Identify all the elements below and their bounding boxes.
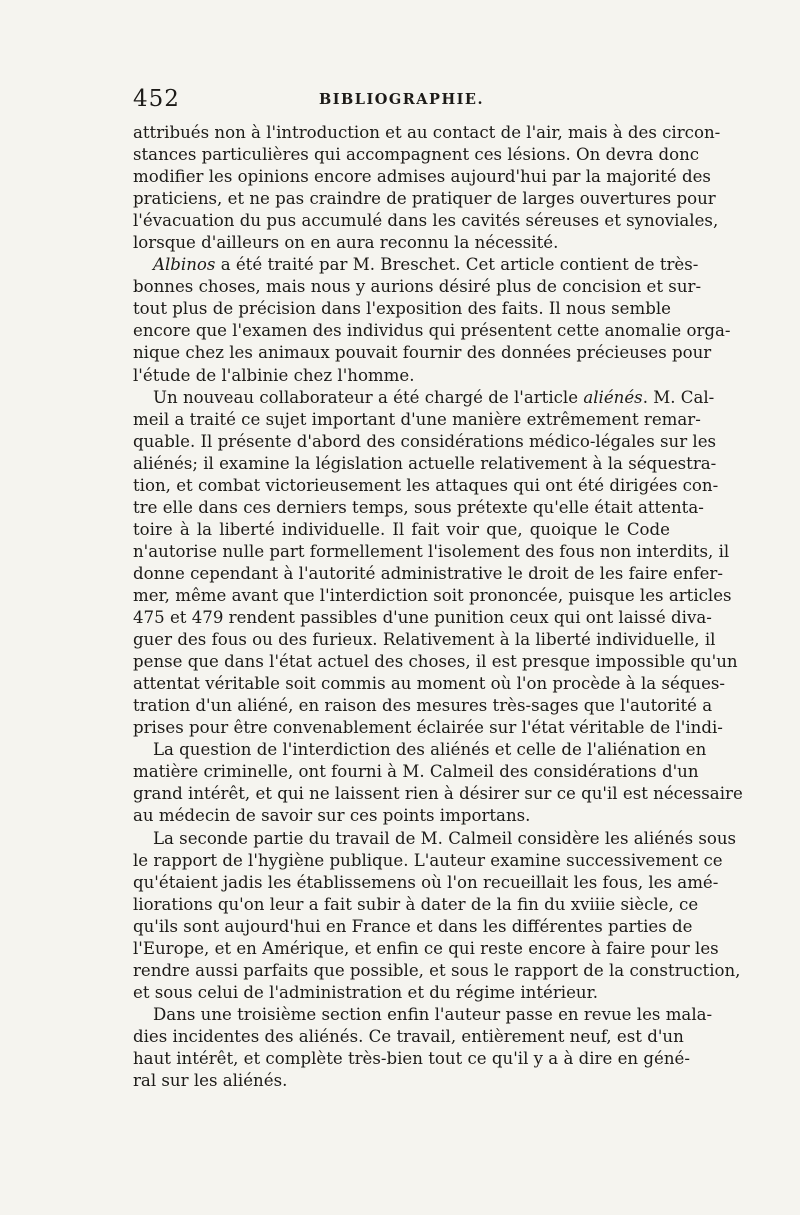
text-line <box>133 254 699 276</box>
text-line: matière criminelle, ont fourni à M. Calmeil des considérations d'un <box>133 762 699 782</box>
text-line: grand intérêt, et qui ne laissent rien à désirer sur ce qu'il est nécessaire <box>133 784 743 804</box>
text-line: La question de l'interdiction des aliénés et celle de l'aliénation en <box>153 740 707 760</box>
paragraph <box>133 387 738 740</box>
text-line: stances particulières qui accompagnent ces lésions. On devra donc <box>133 145 700 165</box>
italic-term: aliénés <box>583 387 643 407</box>
text-line: 475 et 479 rendent passibles d'une punition ceux qui ont laissé diva- <box>133 608 712 628</box>
text-line: quable. Il présente d'abord des considérations médico-légales sur les <box>133 431 717 451</box>
text-line: encore que l'examen des individus qui présentent cette anomalie orga- <box>133 321 731 341</box>
text-line: haut intérêt, et complète très-bien tout ce qu'il y a à dire en géné- <box>133 1048 690 1068</box>
text-line: n'autorise nulle part formellement l'isolement des fous non interdits, il <box>133 541 730 561</box>
text-line: ral sur les aliénés. <box>133 1071 288 1091</box>
text-line <box>133 387 715 409</box>
text-line: l'Europe, et en Amérique, et enfin ce qui reste encore à faire pour les <box>133 938 719 958</box>
text-line: tration d'un aliéné, en raison des mesures très-sages que l'autorité a <box>133 696 713 716</box>
paragraph <box>133 1004 713 1092</box>
text-line: au médecin de savoir sur ces points importans. <box>133 806 531 826</box>
text-line: pense que dans l'état actuel des choses, il est presque impossible qu'un <box>133 652 738 672</box>
paragraph <box>133 739 743 827</box>
text-line: toire à la liberté individuelle. Il fait voir que, quoique le Code <box>133 519 670 539</box>
text-line: donne cependant à l'autorité administrative le droit de les faire enfer- <box>133 563 723 583</box>
text-run: Un nouveau collaborateur a été chargé de l'article <box>153 387 584 407</box>
text-run: a été traité par M. Breschet. Cet article contient de très- <box>215 255 699 275</box>
paragraph <box>133 828 741 1004</box>
paragraph <box>133 122 721 254</box>
text-line: qu'ils sont aujourd'hui en France et dans les différentes parties de <box>133 916 693 936</box>
text-line: bonnes choses, mais nous y aurions désiré plus de concision et sur- <box>133 277 702 297</box>
text-line: tion, et combat victorieusement les attaques qui ont été dirigées con- <box>133 475 719 495</box>
text-line: guer des fous ou des furieux. Relativement à la liberté individuelle, il <box>133 630 716 650</box>
text-line: le rapport de l'hygiène publique. L'auteur examine successivement ce <box>133 850 723 870</box>
text-line: praticiens, et ne pas craindre de pratiquer de larges ouvertures pour <box>133 189 716 209</box>
body-text <box>133 122 743 1092</box>
text-line: rendre aussi parfaits que possible, et sous le rapport de la construction, <box>133 960 741 980</box>
text-line: attribués non à l'introduction et au contact de l'air, mais à des circon- <box>133 123 721 142</box>
text-line: qu'étaient jadis les établissemens où l'on recueillait les fous, les amé- <box>133 872 719 892</box>
italic-term: Albinos <box>153 255 216 275</box>
text-line: attentat véritable soit commis au moment où l'on procède à la séques- <box>133 674 726 694</box>
text-line: nique chez les animaux pouvait fournir des données précieuses pour <box>133 343 712 363</box>
text-line: l'étude de l'albinie chez l'homme. <box>133 365 415 385</box>
text-line: l'évacuation du pus accumulé dans les cavités séreuses et synoviales, <box>133 211 719 231</box>
running-title: BIBLIOGRAPHIE. <box>318 91 485 108</box>
text-line: dies incidentes des aliénés. Ce travail, entièrement neuf, est d'un <box>133 1026 684 1046</box>
text-line: mer, même avant que l'interdiction soit prononcée, puisque les articles <box>133 585 732 605</box>
text-run: . M. Cal- <box>642 387 715 407</box>
text-line: tre elle dans ces derniers temps, sous prétexte qu'elle était attenta- <box>133 497 704 517</box>
text-line: meil a traité ce sujet important d'une manière extrêmement remar- <box>133 409 701 429</box>
text-line: et sous celui de l'administration et du régime intérieur. <box>133 982 598 1002</box>
paragraph <box>133 254 731 386</box>
text-line: lorsque d'ailleurs on en aura reconnu la nécessité. <box>133 233 559 253</box>
page-number: 452 <box>133 86 180 112</box>
text-line: aliénés; il examine la législation actuelle relativement à la séquestra- <box>133 453 717 473</box>
text-line: La seconde partie du travail de M. Calmeil considère les aliénés sous <box>153 828 737 848</box>
page-header <box>133 85 670 115</box>
text-line: Dans une troisième section enfin l'auteur passe en revue les mala- <box>153 1004 713 1024</box>
text-line: prises pour être convenablement éclairée sur l'état véritable de l'indi- <box>133 718 723 738</box>
text-line: liorations qu'on leur a fait subir à dater de la fin du xviiie siècle, ce <box>133 894 699 914</box>
text-line: tout plus de précision dans l'exposition des faits. Il nous semble <box>133 299 671 319</box>
text-line: modifier les opinions encore admises aujourd'hui par la majorité des <box>133 167 711 187</box>
